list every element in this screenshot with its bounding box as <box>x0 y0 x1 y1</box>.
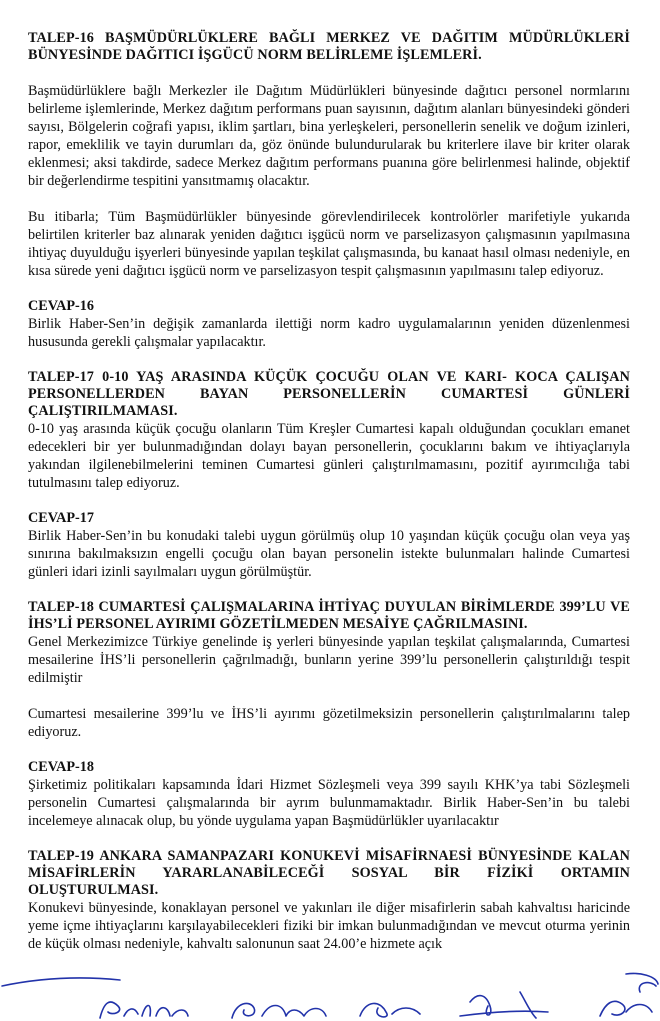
paragraph-talep-16-2: Bu itibarla; Tüm Başmüdürlükler bünyesinde görevlendirilecek kontrolörler marifetiyle yukarıda belirtilen kriterler baz alınarak yeniden dağıtıcı işgücü norm ve parselizasyon çalışmasının yapılmasına ihtiyaç duyulduğu işyerleri bünyesinde yapılan teşkilat çalışmasında, bu kanaat hasıl olması nedeniyle, en kısa sürede yeni dağıtıcı işgücü norm ve parselizasyon tespit çalışmasının yapılmasını talep ediyoruz. <box>28 209 630 279</box>
signature-2 <box>100 1002 188 1018</box>
signature-6 <box>600 983 656 1016</box>
paragraph-talep-17-1: 0-10 yaş arasında küçük çocuğu olanların Tüm Kreşler Cumartesi kapalı olduğundan çocukları emanet edecekleri bir yer bulunmadığından dolayı bayan personellerin, çocuklarını bakım ve ihtiyaçlarıyla yakından ilgilenebilmelerini teminen Cumartesi günleri çalıştırılmamasını, pozitif ayırımcılığa tabi tutulmasını talep ediyoruz. <box>28 421 630 491</box>
signature-4 <box>360 1003 420 1016</box>
paragraph-talep-16-1: Başmüdürlüklere bağlı Merkezler ile Dağıtım Müdürlükleri bünyesinde dağıtıcı personel normlarını belirleme işlemlerinde, Merkez dağıtım performans puan sayısının, dağıtım alanları bünyesindeki gönderi sayısı, Bölgelerin coğrafi yapısı, iklim şartları, bina yerleşkeleri, personellerin senelik ve doğum izinleri, rapor, emeklilik ve tayin durumları da, göz önünde bulundurularak bu kriterlere ilave bir kriter olarak eklenmesi; aksi takdirde, sadece Merkez dağıtım performans puanına göre belirlenmesi halinde, objektif bir değerlendirme tespitini yansıtmamış olacaktır. <box>28 83 630 189</box>
signature-1 <box>2 978 120 986</box>
answer-text-17: Birlik Haber-Sen’in bu konudaki talebi uygun görülmüş olup 10 yaşından küçük çocuğu olan veya yaş sınırına bakılmaksızın engelli çocuğu olan bayan personelin istekte bulunmaları halinde Cumartesi günleri idari izinli sayılmaları uygun görülmüştür. <box>28 528 630 580</box>
answer-heading-16: CEVAP-16 <box>28 298 94 314</box>
paragraph-talep-19-1: Konukevi bünyesinde, konaklayan personel ve yakınları ile diğer misafirlerin sabah kahvaltısı haricinde yeme içme ihtiyaçlarını karşılayabilecekleri fiziki bir imkan bulunmadığından ve mevcut oturma yerinin de küçük olması nedeniyle, kahvaltı salonunun saat 24.00’e hizmete açık <box>28 900 630 952</box>
section-title-talep-18: TALEP-18 CUMARTESİ ÇALIŞMALARINA İHTİYAÇ DUYULAN BİRİMLERDE 399’LU VE İHS’Lİ PERSONEL AYIRIMI GÖZETİLMEDEN MESAİYE ÇAĞRILMASINI. <box>28 599 630 632</box>
answer-text-18: Şirketimiz politikaları kapsamında İdari Hizmet Sözleşmeli veya 399 sayılı KHK’ya tabi Sözleşmeli personelin Cumartesi çalışmalarında bir ayrım bulunmamaktadır. Birlik Haber-Sen’in bu talebi incelemeye alınacak olup, bu yönde uygulama yapan Başmüdürlükler uyarılacaktır <box>28 777 630 829</box>
paragraph-talep-18-1: Genel Merkezimizce Türkiye genelinde iş yerleri bünyesinde yapılan teşkilat çalışmalarında, Cumartesi mesailerine İHS’li personellerin çağrılmadığı, bunların yerine 399’lu personellerin çalıştırıldığı tespit edilmiştir <box>28 634 630 686</box>
answer-heading-17: CEVAP-17 <box>28 510 94 526</box>
document-page <box>28 30 630 953</box>
signature-edge-loop <box>626 973 658 984</box>
signature-3 <box>232 1003 326 1018</box>
paragraph-talep-18-2: Cumartesi mesailerine 399’lu ve İHS’li ayırımı gözetilmeksizin personellerin çalıştırılmalarını talep ediyoruz. <box>28 706 630 740</box>
answer-heading-18: CEVAP-18 <box>28 759 94 775</box>
answer-text-16: Birlik Haber-Sen’in değişik zamanlarda ilettiği norm kadro uygulamalarının yeniden düzenlenmesi hususunda gerekli çalışmalar yapılacaktır. <box>28 316 630 350</box>
signature-5 <box>460 992 548 1018</box>
section-title-talep-17: TALEP-17 0-10 YAŞ ARASINDA KÜÇÜK ÇOCUĞU OLAN VE KARI- KOCA ÇALIŞAN PERSONELLERDEN BAYAN PERSONELLERİN CUMARTESİ GÜNLERİ ÇALIŞTIRILMAMASI. <box>28 369 630 419</box>
signatures-strip <box>0 972 660 1021</box>
section-title-talep-19: TALEP-19 ANKARA SAMANPAZARI KONUKEVİ MİSAFİRNAESİ BÜNYESİNDE KALAN MİSAFİRLERİN YARARLANABİLECEĞİ SOSYAL BİR FİZİKİ ORTAMIN OLUŞTURULMASI. <box>28 848 630 898</box>
section-title-talep-16: TALEP-16 BAŞMÜDÜRLÜKLERE BAĞLI MERKEZ VE DAĞITIM MÜDÜRLÜKLERİ BÜNYESİNDE DAĞITICI İŞGÜCÜ NORM BELİRLEME İŞLEMLERİ. <box>28 30 630 63</box>
